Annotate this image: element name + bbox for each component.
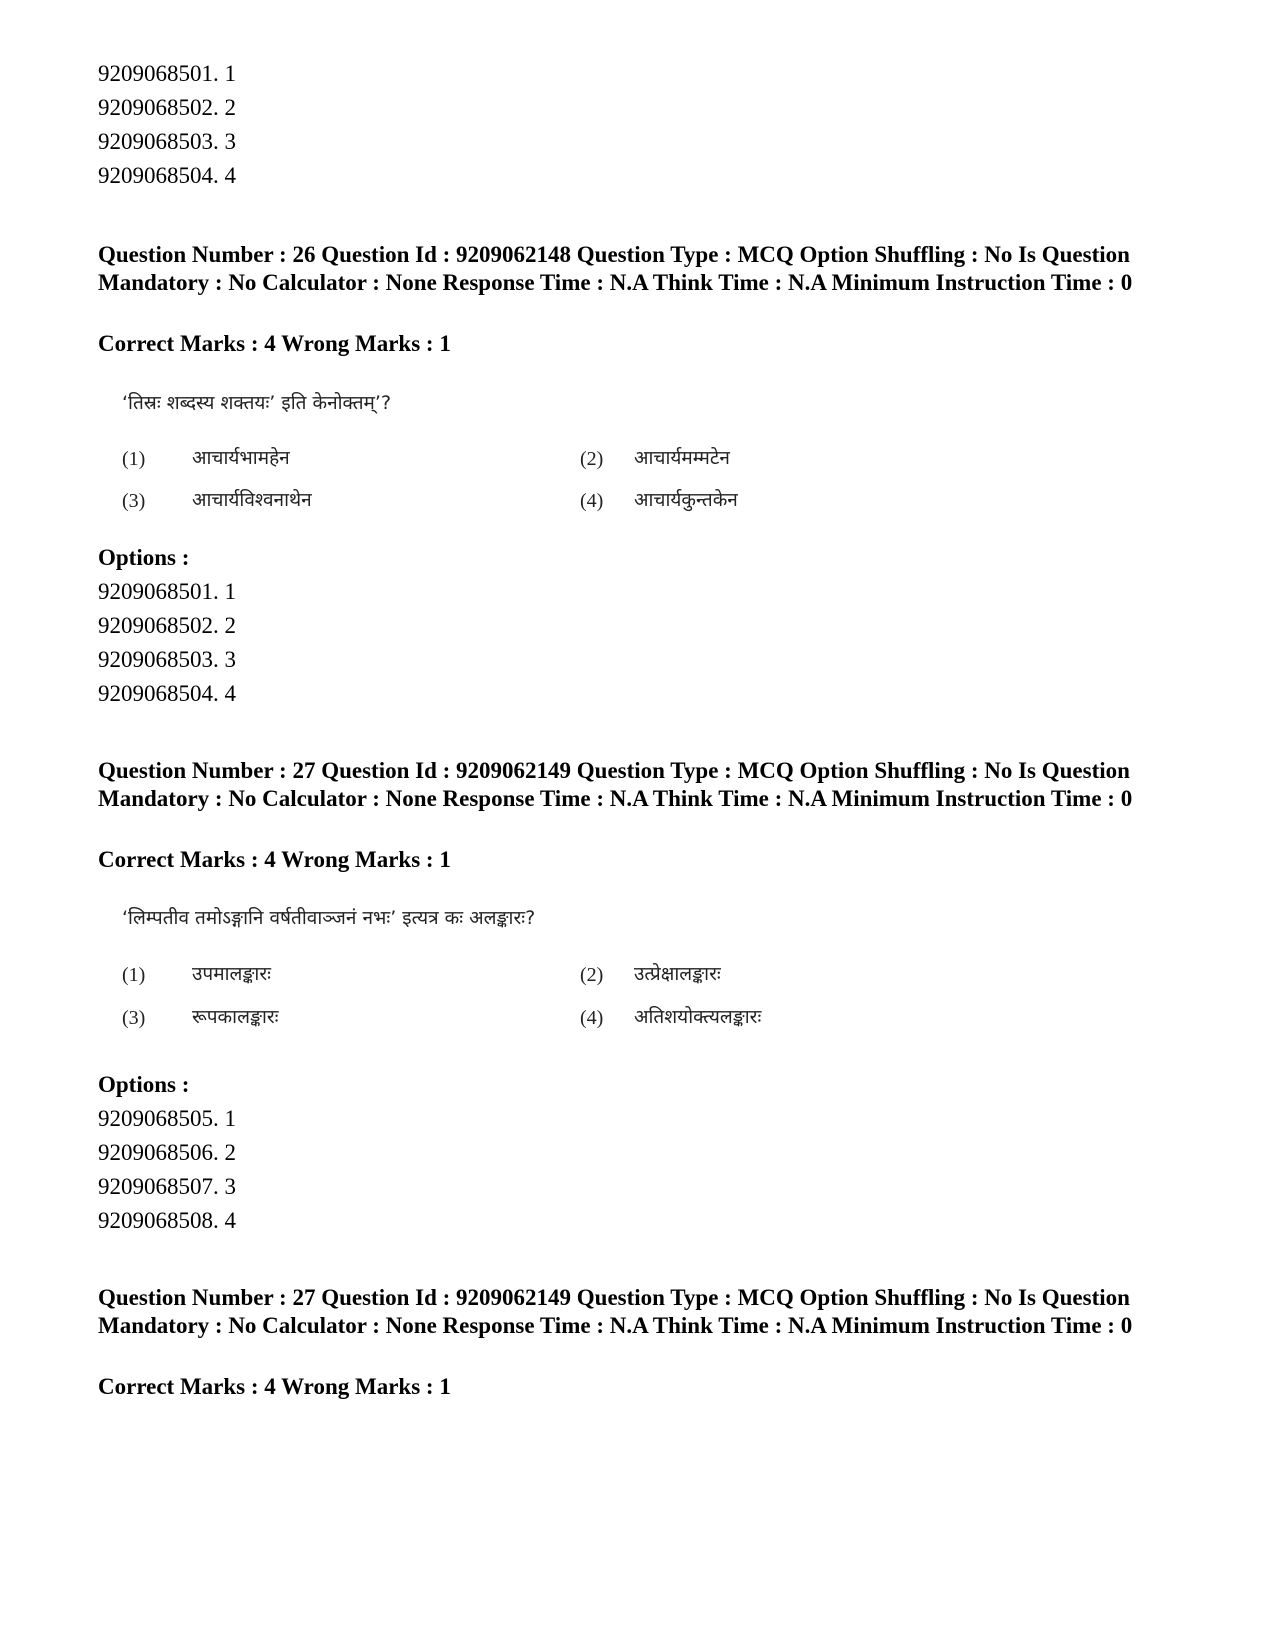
question-27-meta: Question Number : 27 Question Id : 9209062149 Question Type : MCQ Option Shuffling : No Is Question Mandatory : No Calculator : None Response Time : N.A Think Time : N.A Minimum Instruction Time : 0 bbox=[98, 758, 1133, 811]
choice-number: (4) bbox=[580, 490, 604, 512]
choice-text: आचार्यमम्मटेन bbox=[634, 447, 730, 469]
choice-number: (2) bbox=[580, 964, 604, 986]
choice-number: (2) bbox=[580, 448, 604, 470]
option-line: 9209068507. 3 bbox=[98, 1174, 236, 1199]
option-line: 9209068505. 1 bbox=[98, 1106, 236, 1131]
option-line: 9209068506. 2 bbox=[98, 1140, 236, 1165]
choice-text: उत्प्रेक्षालङ्कारः bbox=[634, 963, 721, 985]
question-27-repeat-meta: Question Number : 27 Question Id : 9209062149 Question Type : MCQ Option Shuffling : No Is Question Mandatory : No Calculator : None Response Time : N.A Think Time : N.A Minimum Instruction Time : 0 bbox=[98, 1285, 1133, 1338]
option-line: 9209068508. 4 bbox=[98, 1208, 236, 1233]
question-27-text: ‘लिम्पतीव तमोऽङ्गानि वर्षतीवाञ्जनं नभः’ इत्यत्र कः अलङ्कारः? bbox=[122, 907, 536, 929]
question-27-repeat-marks: Correct Marks : 4 Wrong Marks : 1 bbox=[98, 1374, 451, 1399]
question-26-marks: Correct Marks : 4 Wrong Marks : 1 bbox=[98, 331, 451, 356]
question-26-meta: Question Number : 26 Question Id : 9209062148 Question Type : MCQ Option Shuffling : No Is Question Mandatory : No Calculator : None Response Time : N.A Think Time : N.A Minimum Instruction Time : 0 bbox=[98, 242, 1133, 295]
choice-number: (4) bbox=[580, 1007, 604, 1029]
choice-number: (3) bbox=[122, 1007, 146, 1029]
choice-text: आचार्यकुन्तकेन bbox=[634, 489, 738, 511]
option-line: 9209068502. 2 bbox=[98, 613, 236, 638]
options-label: Options : bbox=[98, 1072, 190, 1097]
choice-text: उपमालङ्कारः bbox=[192, 963, 271, 985]
question-26-text: ‘तिस्रः शब्दस्य शक्तयः’ इति केनोक्तम्’? bbox=[122, 392, 392, 414]
question-27-marks: Correct Marks : 4 Wrong Marks : 1 bbox=[98, 847, 451, 872]
option-line: 9209068502. 2 bbox=[98, 95, 236, 120]
option-line: 9209068501. 1 bbox=[98, 61, 236, 86]
option-line: 9209068504. 4 bbox=[98, 163, 236, 188]
options-label: Options : bbox=[98, 545, 190, 570]
option-line: 9209068503. 3 bbox=[98, 647, 236, 672]
choice-number: (3) bbox=[122, 490, 146, 512]
choice-text: आचार्यविश्वनाथेन bbox=[192, 489, 312, 511]
option-line: 9209068501. 1 bbox=[98, 579, 236, 604]
choice-number: (1) bbox=[122, 964, 146, 986]
choice-text: रूपकालङ्कारः bbox=[192, 1006, 279, 1028]
choice-text: अतिशयोक्त्यलङ्कारः bbox=[634, 1006, 762, 1028]
option-line: 9209068503. 3 bbox=[98, 129, 236, 154]
choice-number: (1) bbox=[122, 448, 146, 470]
option-line: 9209068504. 4 bbox=[98, 681, 236, 706]
choice-text: आचार्यभामहेन bbox=[192, 447, 290, 469]
